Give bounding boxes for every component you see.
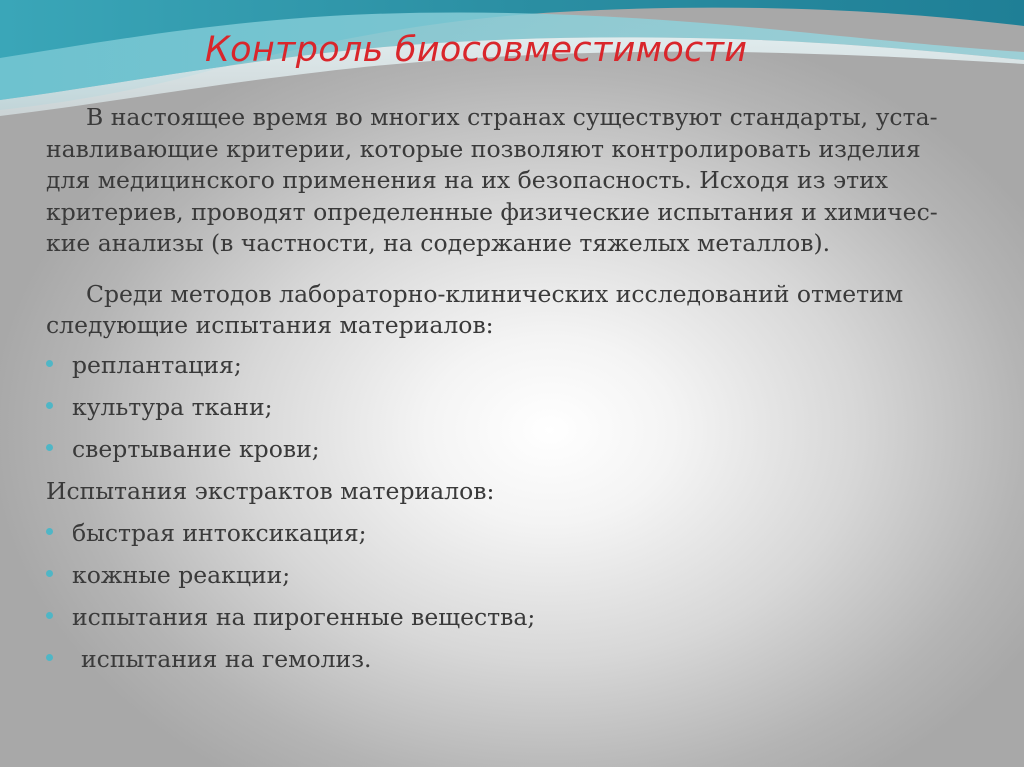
bullet-icon bbox=[46, 360, 53, 367]
bullet-icon bbox=[46, 612, 53, 619]
list-item bbox=[46, 386, 976, 428]
list-item bbox=[46, 638, 976, 680]
intro-line: навливающие критерии, которые позволяют контролировать изделия bbox=[46, 134, 921, 163]
slide-body bbox=[46, 102, 976, 680]
methods-line: следующие испытания материалов: bbox=[46, 311, 494, 339]
intro-line: критериев, проводят определенные физические испытания и химичес- bbox=[46, 197, 938, 226]
list-item bbox=[46, 554, 976, 596]
methods-paragraph bbox=[46, 279, 976, 342]
extracts-test-list bbox=[46, 512, 976, 680]
list-item-text: быстрая интоксикация; bbox=[72, 518, 367, 547]
bullet-icon bbox=[46, 402, 53, 409]
intro-line: для медицинского применения на их безопасность. Исходя из этих bbox=[46, 166, 889, 194]
list-item-text: свертывание крови; bbox=[72, 434, 320, 463]
intro-line: В настоящее время во многих странах существуют стандарты, уста- bbox=[86, 103, 938, 131]
bullet-icon bbox=[46, 444, 53, 451]
list-item-text: культура ткани; bbox=[72, 392, 273, 421]
list-item-text: испытания на гемолиз. bbox=[81, 644, 372, 673]
extracts-subheading: Испытания экстрактов материалов: bbox=[46, 476, 495, 505]
slide-title: Контроль биосовместимости bbox=[205, 30, 748, 70]
intro-line: кие анализы (в частности, на содержание тяжелых металлов). bbox=[46, 229, 831, 257]
bullet-icon bbox=[46, 654, 53, 661]
bullet-icon bbox=[46, 528, 53, 535]
bullet-icon bbox=[46, 570, 53, 577]
list-item bbox=[46, 596, 976, 638]
list-item bbox=[46, 512, 976, 554]
list-item-text: кожные реакции; bbox=[72, 560, 291, 589]
list-item bbox=[46, 344, 976, 386]
intro-paragraph bbox=[46, 102, 976, 260]
materials-test-list bbox=[46, 344, 976, 470]
list-item-text: реплантация; bbox=[72, 350, 242, 379]
list-item bbox=[46, 428, 976, 470]
methods-line: Среди методов лабораторно-клинических исследований отметим bbox=[86, 279, 904, 308]
list-item-text: испытания на пирогенные вещества; bbox=[72, 602, 536, 631]
